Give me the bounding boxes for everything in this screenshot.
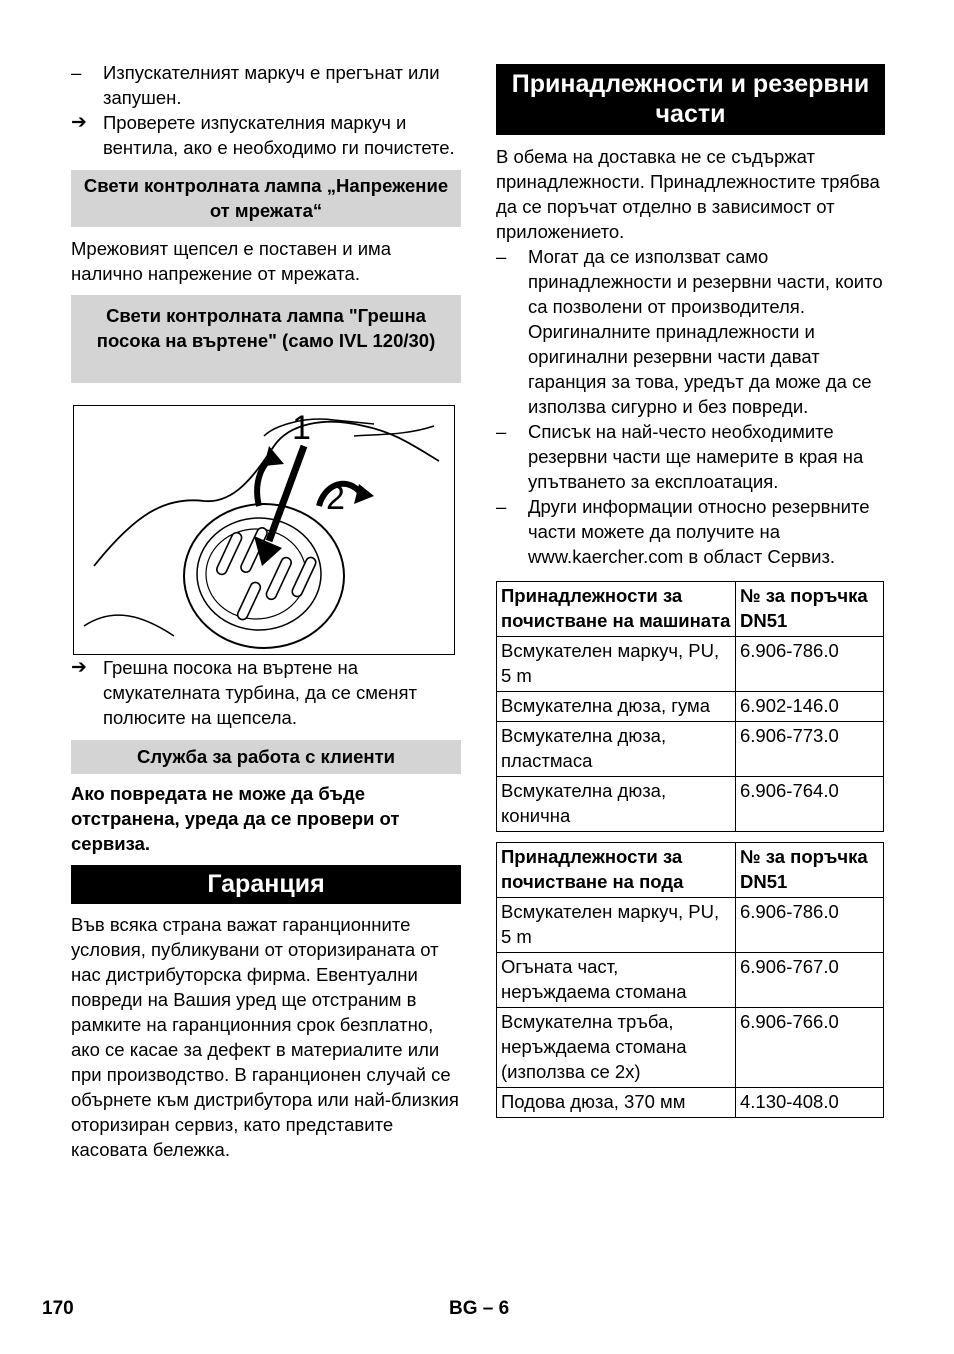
paragraph: Мрежовият щепсел е поставен и има налично напрежение от мрежата. bbox=[71, 238, 392, 284]
table-cell: Всмукателна дюза, конична bbox=[497, 777, 736, 832]
section-heading: Свети контролната лампа "Грешна посока на въртене" (само IVL 120/30) bbox=[71, 295, 461, 383]
table-cell: 6.906-773.0 bbox=[736, 722, 884, 777]
dash-marker: – bbox=[496, 496, 507, 517]
list-item-text: Изпускателният маркуч е прегънат или запушен. bbox=[103, 62, 440, 108]
arrow-icon: ➔ bbox=[71, 657, 87, 678]
table-header-cell: Принадлежности за почистване на пода bbox=[497, 843, 736, 898]
list-item-text: Проверете изпускателния маркуч и вентила, ако е необходимо ги почистете. bbox=[103, 112, 455, 158]
list-item bbox=[71, 655, 461, 730]
bold-paragraph: Ако повредата не може да бъде отстранена, уреда да се провери от сервиза. bbox=[71, 783, 400, 854]
warranty-paragraph: Във всяка страна важат гаранционните условия, публикувани от оторизираната от нас дистрибуторска фирма. Евентуални повреди на Вашия уред ще отстраним в рамките на гаранционния срок безплатно, ако се касае за дефект в материалите или при производство. В гаранционен случай се обърнете към дистрибутора или най-близкия оторизиран сервиз, като представите касовата бележка. bbox=[71, 914, 459, 1160]
table-cell: 6.906-767.0 bbox=[736, 953, 884, 1008]
page-number: 170 bbox=[42, 1298, 74, 1319]
table-header-cell: № за поръчка DN51 bbox=[736, 582, 884, 637]
table-cell: Всмукателен маркуч, PU, 5 m bbox=[497, 898, 736, 953]
list-item-text: Други информации относно резервните части можете да получите на www.kaercher.com в област Сервиз. bbox=[528, 496, 870, 567]
table-row bbox=[497, 637, 884, 692]
table-cell: 6.906-766.0 bbox=[736, 1008, 884, 1088]
list-item bbox=[496, 419, 885, 494]
table-cell: Всмукателен маркуч, PU, 5 m bbox=[497, 637, 736, 692]
floor-accessories-table bbox=[496, 842, 884, 1118]
list-item bbox=[71, 60, 461, 110]
section-heading: Служба за работа с клиенти bbox=[71, 740, 461, 774]
section-heading: Свети контролната лампа „Напрежение от мрежата“ bbox=[71, 170, 461, 227]
table-cell: 6.906-764.0 bbox=[736, 777, 884, 832]
table-cell: Всмукателна дюза, пластмаса bbox=[497, 722, 736, 777]
table-row bbox=[497, 953, 884, 1008]
table-row bbox=[497, 1088, 884, 1118]
machine-accessories-table bbox=[496, 581, 884, 832]
dash-marker: – bbox=[496, 421, 507, 442]
section-title: Гаранция bbox=[71, 865, 461, 904]
right-column bbox=[496, 64, 885, 1118]
plug-pole-figure bbox=[73, 405, 455, 655]
table-row bbox=[497, 1008, 884, 1088]
figure-label-2: 2 bbox=[326, 479, 345, 517]
left-column bbox=[71, 60, 461, 1162]
table-row bbox=[497, 777, 884, 832]
table-cell: 6.902-146.0 bbox=[736, 692, 884, 722]
table-cell: Подова дюза, 370 мм bbox=[497, 1088, 736, 1118]
table-header-cell: № за поръчка DN51 bbox=[736, 843, 884, 898]
table-cell: Всмукателна дюза, гума bbox=[497, 692, 736, 722]
plug-illustration bbox=[74, 406, 454, 654]
table-cell: 4.130-408.0 bbox=[736, 1088, 884, 1118]
table-header-row bbox=[497, 843, 884, 898]
table-cell: 6.906-786.0 bbox=[736, 637, 884, 692]
table-row bbox=[497, 898, 884, 953]
table-cell: Огъната част, неръждаема стомана bbox=[497, 953, 736, 1008]
table-cell: Всмукателна тръба, неръждаема стомана (използва се 2x) bbox=[497, 1008, 736, 1088]
list-item bbox=[71, 110, 461, 160]
section-title: Принадлежности и резервни части bbox=[496, 64, 885, 135]
dash-marker: – bbox=[71, 62, 82, 83]
intro-paragraph: В обема на доставка не се съдържат принадлежности. Принадлежностите трябва да се поръчат отделно в зависимост от приложението. bbox=[496, 146, 880, 242]
list-item-text: Грешна посока на въртене на смукателната турбина, да се сменят полюсите на щепсела. bbox=[103, 657, 417, 728]
list-item bbox=[496, 244, 885, 419]
table-header-cell: Принадлежности за почистване на машината bbox=[497, 582, 736, 637]
language-page-label: BG – 6 bbox=[449, 1298, 510, 1319]
list-item bbox=[496, 494, 885, 569]
dash-marker: – bbox=[496, 246, 507, 267]
table-row bbox=[497, 722, 884, 777]
table-row bbox=[497, 692, 884, 722]
arrow-icon: ➔ bbox=[71, 112, 87, 133]
list-item-text: Могат да се използват само принадлежности и резервни части, които са позволени от производителя. Оригиналните принадлежности и оригинални резервни части дават гаранция за това, уредът да може да се използва сигурно и без повреди. bbox=[528, 246, 883, 417]
table-header-row bbox=[497, 582, 884, 637]
table-cell: 6.906-786.0 bbox=[736, 898, 884, 953]
figure-label-1: 1 bbox=[292, 409, 311, 447]
list-item-text: Списък на най-често необходимите резервни части ще намерите в края на упътването за експлоатация. bbox=[528, 421, 864, 492]
